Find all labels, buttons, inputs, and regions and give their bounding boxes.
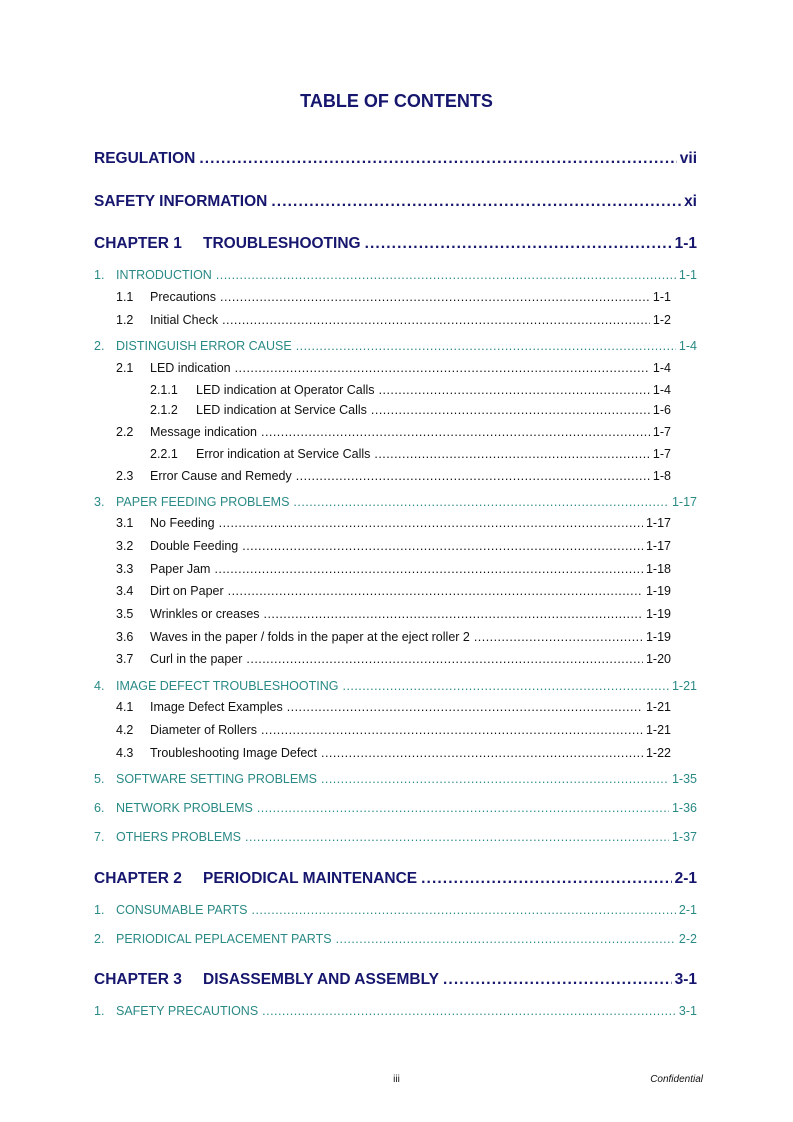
toc-entry-section[interactable] — [94, 679, 697, 693]
toc-entry-section[interactable] — [94, 268, 697, 282]
toc-entry-chapter-3[interactable] — [94, 971, 697, 989]
dot-leader — [264, 607, 643, 621]
toc-label: LED indication at Operator Calls — [196, 383, 375, 397]
toc-label: Dirt on Paper — [150, 584, 224, 598]
toc-page: 1-19 — [645, 630, 671, 644]
toc-label: Diameter of Rollers — [150, 723, 257, 737]
toc-label: OTHERS PROBLEMS — [116, 830, 242, 844]
toc-label: INTRODUCTION — [116, 268, 212, 282]
toc-number: 3.2 — [116, 539, 134, 553]
toc-label: LED indication — [150, 361, 231, 375]
dot-leader — [321, 772, 669, 786]
toc-label: PERIODICAL PEPLACEMENT PARTS — [116, 932, 332, 946]
toc-number: 3.6 — [116, 630, 134, 644]
toc-entry-subsection[interactable] — [116, 469, 671, 483]
dot-leader — [261, 723, 643, 737]
toc-entry-section[interactable] — [94, 903, 697, 917]
dot-leader — [261, 425, 650, 439]
dot-leader — [246, 652, 643, 666]
dot-leader — [214, 562, 643, 576]
toc-entry-section[interactable] — [94, 801, 697, 815]
toc-label: Troubleshooting Image Defect — [150, 746, 317, 760]
toc-entry-section[interactable] — [94, 830, 697, 844]
toc-entry-subsection[interactable] — [116, 425, 671, 439]
dot-leader — [220, 290, 650, 304]
toc-page: 1-1 — [652, 290, 671, 304]
dot-leader — [242, 539, 643, 553]
toc-label: No Feeding — [150, 516, 215, 530]
dot-leader — [474, 630, 643, 644]
toc-page: 1-8 — [652, 469, 671, 483]
toc-number: 6. — [94, 801, 105, 815]
toc-entry-subsection[interactable] — [116, 313, 671, 327]
toc-page: 2-1 — [674, 870, 697, 887]
toc-entry-section[interactable] — [94, 495, 697, 509]
toc-number: CHAPTER 2 — [94, 870, 182, 887]
toc-page: 1-19 — [645, 584, 671, 598]
dot-leader — [222, 313, 650, 327]
dot-leader — [371, 403, 650, 417]
dot-leader — [296, 469, 650, 483]
toc-page: 1-7 — [652, 425, 671, 439]
toc-label: Waves in the paper / folds in the paper at the eject roller 2 — [150, 630, 470, 644]
toc-number: 2. — [94, 932, 105, 946]
toc-number: 2.2.1 — [150, 447, 178, 461]
toc-page: 2-1 — [678, 903, 697, 917]
dot-leader — [287, 700, 643, 714]
toc-label: Precautions — [150, 290, 217, 304]
toc-entry-subsection[interactable] — [116, 700, 671, 714]
toc-entry-subsection[interactable] — [116, 652, 671, 666]
page-title: TABLE OF CONTENTS — [300, 91, 493, 111]
toc-number: 1. — [94, 903, 105, 917]
toc-page: 1-17 — [671, 495, 697, 509]
toc-number: 1. — [94, 268, 105, 282]
toc-label: Error indication at Service Calls — [196, 447, 371, 461]
toc-number: 3.1 — [116, 516, 134, 530]
toc-page: 1-18 — [645, 562, 671, 576]
toc-page: 1-17 — [645, 516, 671, 530]
dot-leader — [365, 235, 672, 253]
toc-page: 3-1 — [674, 971, 697, 988]
toc-page: 1-35 — [671, 772, 697, 786]
toc-page: 1-36 — [671, 801, 697, 815]
toc-number: 2. — [94, 339, 105, 353]
toc-label: Image Defect Examples — [150, 700, 283, 714]
toc-page: 1-1 — [674, 235, 697, 252]
toc-entry-subsection[interactable] — [116, 361, 671, 375]
toc-label: Message indication — [150, 425, 258, 439]
dot-leader — [262, 1004, 676, 1018]
toc-label: Curl in the paper — [150, 652, 243, 666]
dot-leader — [219, 516, 643, 530]
toc-page: 1-6 — [652, 403, 671, 417]
dot-leader — [271, 193, 681, 211]
toc-entry-subsection[interactable] — [116, 539, 671, 553]
toc-entry-subsection[interactable] — [116, 607, 671, 621]
toc-entry-regulation[interactable] — [94, 150, 697, 168]
toc-label: CONSUMABLE PARTS — [116, 903, 248, 917]
dot-leader — [228, 584, 643, 598]
toc-entry-subsubsection[interactable] — [150, 403, 671, 417]
toc-page: 1-22 — [645, 746, 671, 760]
toc-number: 3. — [94, 495, 105, 509]
toc-entry-chapter-2[interactable] — [94, 870, 697, 888]
toc-page: 1-37 — [671, 830, 697, 844]
toc-entry-subsection[interactable] — [116, 723, 671, 737]
toc-page: xi — [684, 193, 697, 210]
toc-entry-section[interactable] — [94, 1004, 697, 1018]
toc-entry-subsubsection[interactable] — [150, 383, 671, 397]
toc-label: NETWORK PROBLEMS — [116, 801, 253, 815]
toc-entry-chapter-1[interactable] — [94, 235, 697, 253]
toc-number: 3.7 — [116, 652, 134, 666]
toc-page: 1-17 — [645, 539, 671, 553]
toc-number: 2.1 — [116, 361, 134, 375]
dot-leader — [199, 150, 676, 168]
toc-page: 3-1 — [678, 1004, 697, 1018]
toc-page: 1-21 — [645, 700, 671, 714]
toc-label: Initial Check — [150, 313, 219, 327]
dot-leader — [374, 447, 650, 461]
dot-leader — [321, 746, 643, 760]
toc-label: Double Feeding — [150, 539, 239, 553]
toc-label: LED indication at Service Calls — [196, 403, 367, 417]
toc-number: 2.1.1 — [150, 383, 178, 397]
toc-number: 1.1 — [116, 290, 134, 304]
toc-page: 1-21 — [645, 723, 671, 737]
toc-number: CHAPTER 1 — [94, 235, 182, 252]
toc-number: 1. — [94, 1004, 105, 1018]
toc-entry-subsubsection[interactable] — [150, 447, 671, 461]
toc-page: 1-1 — [678, 268, 697, 282]
toc-label: PERIODICAL MAINTENANCE — [203, 870, 418, 887]
toc-label: DISTINGUISH ERROR CAUSE — [116, 339, 292, 353]
toc-entry-subsection[interactable] — [116, 516, 671, 530]
toc-number: 7. — [94, 830, 105, 844]
toc-page: 1-4 — [678, 339, 697, 353]
toc-entry-safety-information[interactable] — [94, 193, 697, 211]
toc-number: 5. — [94, 772, 105, 786]
toc-entry-subsection[interactable] — [116, 584, 671, 598]
toc-label: Wrinkles or creases — [150, 607, 260, 621]
toc-page: 1-20 — [645, 652, 671, 666]
toc-entry-subsection[interactable] — [116, 290, 671, 304]
toc-page: 1-2 — [652, 313, 671, 327]
toc-page: 1-4 — [652, 383, 671, 397]
toc-entry-section[interactable] — [94, 772, 697, 786]
toc-label: REGULATION — [94, 150, 196, 167]
toc-page: vii — [679, 150, 697, 167]
toc-page: 2-2 — [678, 932, 697, 946]
dot-leader — [343, 679, 669, 693]
page-number: iii — [393, 1074, 400, 1085]
toc-entry-section[interactable] — [94, 932, 697, 946]
toc-number: 3.4 — [116, 584, 134, 598]
dot-leader — [257, 801, 669, 815]
toc-number: 4.1 — [116, 700, 134, 714]
toc-number: 2.2 — [116, 425, 134, 439]
toc-label: SAFETY PRECAUTIONS — [116, 1004, 259, 1018]
toc-entry-subsection[interactable] — [116, 746, 671, 760]
dot-leader — [296, 339, 676, 353]
toc-number: 4.2 — [116, 723, 134, 737]
dot-leader — [245, 830, 669, 844]
toc-number: 4. — [94, 679, 105, 693]
toc-label: SAFETY INFORMATION — [94, 193, 268, 210]
toc-label: SOFTWARE SETTING PROBLEMS — [116, 772, 317, 786]
toc-label: IMAGE DEFECT TROUBLESHOOTING — [116, 679, 339, 693]
toc-label: Error Cause and Remedy — [150, 469, 292, 483]
toc-page: 1-21 — [671, 679, 697, 693]
toc-page: 1-4 — [652, 361, 671, 375]
toc-number: 3.3 — [116, 562, 134, 576]
dot-leader — [293, 495, 669, 509]
toc-label: DISASSEMBLY AND ASSEMBLY — [203, 971, 439, 988]
toc-number: 2.3 — [116, 469, 134, 483]
toc-label: Paper Jam — [150, 562, 211, 576]
dot-leader — [421, 870, 671, 888]
toc-entry-subsection[interactable] — [116, 562, 671, 576]
toc-number: 3.5 — [116, 607, 134, 621]
dot-leader — [216, 268, 676, 282]
toc-page: 1-7 — [652, 447, 671, 461]
confidential-label: Confidential — [650, 1074, 703, 1085]
toc-number: CHAPTER 3 — [94, 971, 182, 988]
toc-page: 1-19 — [645, 607, 671, 621]
dot-leader — [336, 932, 676, 946]
dot-leader — [379, 383, 650, 397]
toc-number: 2.1.2 — [150, 403, 178, 417]
toc-number: 1.2 — [116, 313, 134, 327]
toc-label: TROUBLESHOOTING — [203, 235, 361, 252]
toc-entry-section[interactable] — [94, 339, 697, 353]
toc-number: 4.3 — [116, 746, 134, 760]
toc-label: PAPER FEEDING PROBLEMS — [116, 495, 290, 509]
dot-leader — [235, 361, 650, 375]
toc-entry-subsection[interactable] — [116, 630, 671, 644]
dot-leader — [443, 971, 672, 989]
dot-leader — [252, 903, 676, 917]
